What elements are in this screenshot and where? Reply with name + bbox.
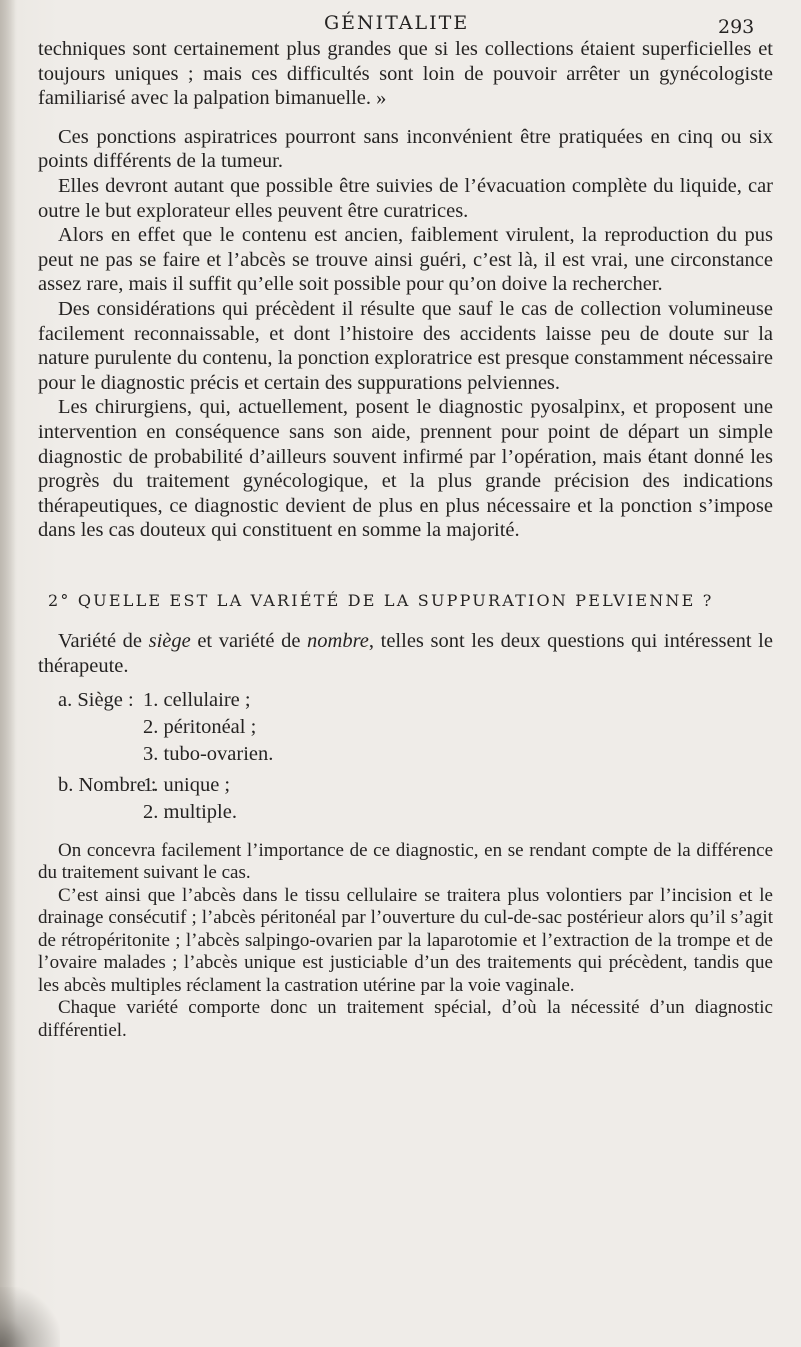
emphasis-nombre: nombre — [307, 630, 369, 653]
binding-shadow — [0, 0, 16, 1347]
paragraph: Elles devront autant que possible être suivies de l’évacuation complète du liquide, car outre le but explorateur elles peuvent être curatrices. — [38, 174, 773, 222]
list-item: 3. tubo-ovarien. — [143, 742, 274, 765]
paragraph: techniques sont certainement plus grandes que si les collections étaient superficielles et toujours uniques ; mais ces difficultés sont loin de pouvoir arrêter un gynécologiste familiarisé avec la palpation bimanuelle. » — [38, 38, 773, 110]
paragraph: Des considérations qui précèdent il résulte que sauf le cas de collection volumineuse facilement reconnaissable, et dont l’histoire des accidents laisse peu de doute sur la nature purulente du contenu, la ponction exploratrice est presque constamment nécessaire pour le diagnostic précis et certain des suppurations pelviennes. — [38, 297, 773, 394]
running-title: GÉNITALITE — [324, 12, 470, 34]
section-intro: Variété de siège et variété de nombre, telles sont les deux questions qui intéressent le thérapeute. — [38, 630, 773, 678]
list-group-nombre — [58, 772, 773, 826]
list-item: 1. unique ; — [143, 773, 231, 796]
classification-list — [58, 687, 773, 826]
list-item: 2. péritonéal ; — [143, 715, 257, 738]
list-label-siege: a. Siège : — [58, 688, 134, 711]
list-item: 1. cellulaire ; — [143, 688, 251, 711]
paragraph: Chaque variété comporte donc un traitement spécial, d’où la nécessité d’un diagnostic différentiel. — [38, 997, 773, 1041]
paragraph: Alors en effet que le contenu est ancien, faiblement virulent, la reproduction du pus peut ne pas se faire et l’abcès se trouve ainsi guéri, c’est là, il est vrai, une circonstance assez rare, mais il suffit qu’elle soit possible pour qu’on doive la rechercher. — [38, 224, 773, 296]
page-header — [0, 8, 801, 38]
page-number: 293 — [718, 16, 755, 38]
emphasis-siege: siège — [148, 630, 191, 653]
paragraph: Les chirurgiens, qui, actuellement, posent le diagnostic pyosalpinx, et proposent une intervention en conséquence sans son aide, prennent pour point de départ un simple diagnostic de probabilité d’ailleurs souvent infirmé par l’opération, mais étant donné les progrès du traitement gynécologique, et la plus grande précision des indications thérapeutiques, ce diagnostic devient de plus en plus nécessaire et la ponction s’impose dans les cas douteux qui constituent en somme la majorité. — [38, 396, 773, 542]
paragraph: C’est ainsi que l’abcès dans le tissu cellulaire se traitera plus volontiers par l’incision et le drainage consécutif ; l’abcès péritonéal par l’ouverture du cul-de-sac postérieur alors qu’il s’agit de rétropéritonite ; l’abcès salpingo-ovarien par la laparotomie et l’extraction de la trompe et de l’ovaire malades ; l’abcès unique est justiciable d’un des traitements qui précèdent, tandis que les abcès multiples réclament la castration utérine par la voie vaginale. — [38, 884, 773, 996]
list-label-nombre: b. Nombre : — [58, 773, 157, 796]
closing-section — [38, 840, 773, 1043]
list-item: 2. multiple. — [143, 800, 237, 823]
page-body — [38, 37, 773, 1042]
paragraph: On concevra facilement l’importance de ce diagnostic, en se rendant compte de la différence du traitement suivant le cas. — [38, 839, 773, 884]
section-heading: 2° QUELLE EST LA VARIÉTÉ DE LA SUPPURATION PELVIENNE ? — [48, 590, 714, 610]
corner-smudge — [0, 1287, 60, 1347]
list-group-siege — [58, 687, 773, 768]
paragraph: Ces ponctions aspiratrices pourront sans inconvénient être pratiquées en cinq ou six points différents de la tumeur. — [38, 125, 773, 173]
